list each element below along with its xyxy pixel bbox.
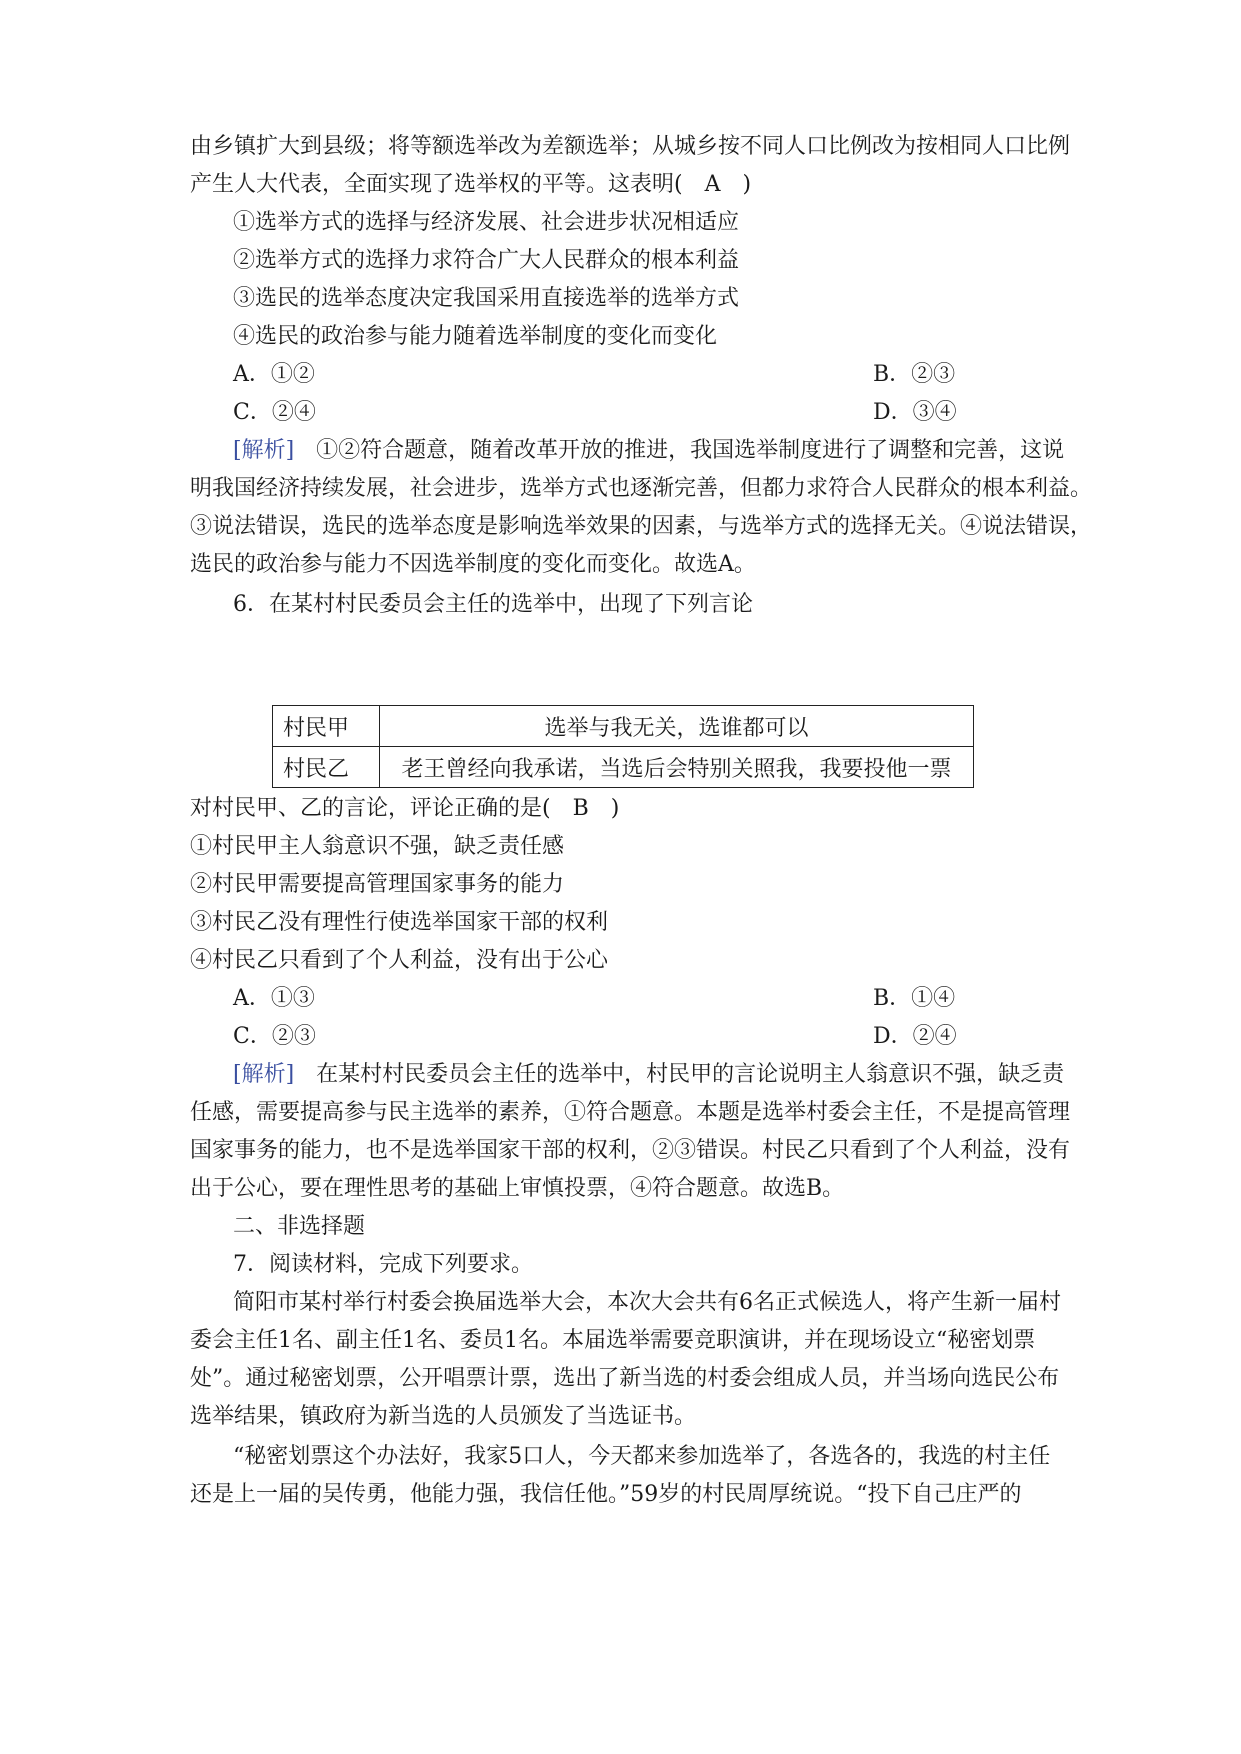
option-b: B．②③	[873, 362, 956, 387]
text-line: 产生人大代表，全面实现了选举权的平等。这表明( A )	[190, 172, 752, 197]
statement-1: ①村民甲主人翁意识不强，缺乏责任感	[190, 834, 565, 859]
analysis-text: ①②符合题意，随着改革开放的推进，我国选举制度进行了调整和完善，这说	[294, 438, 1065, 463]
material-line: 选举结果，镇政府为新当选的人员颁发了当选证书。	[190, 1404, 697, 1429]
statement-3: ③选民的选举态度决定我国采用直接选举的选举方式	[233, 286, 740, 311]
table-cell-statement: 选举与我无关，选谁都可以	[380, 706, 974, 747]
option-c: C．②④	[233, 400, 316, 425]
material-line: 还是上一届的吴传勇，他能力强，我信任他。”59岁的村民周厚统说。“投下自己庄严的	[190, 1482, 1022, 1507]
options-row	[233, 398, 1093, 428]
analysis-line: 出于公心，要在理性思考的基础上审慎投票，④符合题意。故选B。	[190, 1176, 845, 1201]
option-a: A．①③	[233, 986, 315, 1011]
statement-4: ④村民乙只看到了个人利益，没有出于公心	[190, 948, 609, 973]
analysis-line	[233, 436, 1093, 466]
statement-2: ②村民甲需要提高管理国家事务的能力	[190, 872, 565, 897]
option-b: B．①④	[873, 986, 956, 1011]
analysis-line: ③说法错误，选民的选举态度是影响选举效果的因素，与选举方式的选择无关。④说法错误，	[190, 514, 1093, 539]
analysis-line: 明我国经济持续发展，社会进步，选举方式也逐渐完善，但都力求符合人民群众的根本利益。	[190, 476, 1093, 501]
option-a: A．①②	[233, 362, 315, 387]
analysis-line: 国家事务的能力，也不是选举国家干部的权利，②③错误。村民乙只看到了个人利益，没有	[190, 1138, 1071, 1163]
options-row	[233, 360, 1093, 390]
option-d: D．③④	[873, 400, 957, 425]
table-row	[273, 747, 974, 788]
options-row	[233, 1022, 1093, 1052]
statement-4: ④选民的政治参与能力随着选举制度的变化而变化	[233, 324, 718, 349]
material-line: 委会主任1名、副主任1名、委员1名。本届选举需要竞职演讲，并在现场设立“秘密划票	[190, 1328, 1036, 1353]
analysis-tag: [解析]	[233, 438, 295, 463]
table-cell-speaker: 村民乙	[273, 747, 380, 788]
material-line: 处”。通过秘密划票，公开唱票计票，选出了新当选的村委会组成人员，并当场向选民公布	[190, 1366, 1060, 1391]
option-d: D．②④	[873, 1024, 957, 1049]
analysis-tag: [解析]	[233, 1062, 295, 1087]
analysis-line	[233, 1060, 1093, 1090]
statement-2: ②选举方式的选择力求符合广大人民群众的根本利益	[233, 248, 740, 273]
opinion-table	[272, 705, 974, 788]
analysis-line: 任感，需要提高参与民主选举的素养，①符合题意。本题是选举村委会主任，不是提高管理	[190, 1100, 1071, 1125]
table-row	[273, 706, 974, 747]
statement-1: ①选举方式的选择与经济发展、社会进步状况相适应	[233, 210, 740, 235]
text-line: 由乡镇扩大到县级；将等额选举改为差额选举；从城乡按不同人口比例改为按相同人口比例	[190, 134, 1071, 159]
question-6-question: 对村民甲、乙的言论，评论正确的是( B )	[190, 796, 620, 821]
material-line: “秘密划票这个办法好，我家5口人，今天都来参加选举了，各选各的，我选的村主任	[233, 1444, 1051, 1469]
question-7-stem: 7．阅读材料，完成下列要求。	[233, 1252, 533, 1277]
analysis-text: 在某村村民委员会主任的选举中，村民甲的言论说明主人翁意识不强，缺乏责	[294, 1062, 1065, 1087]
options-row	[233, 984, 1093, 1014]
table-cell-speaker: 村民甲	[273, 706, 380, 747]
analysis-line: 选民的政治参与能力不因选举制度的变化而变化。故选A。	[190, 552, 756, 577]
statement-3: ③村民乙没有理性行使选举国家干部的权利	[190, 910, 609, 935]
question-6-stem: 6．在某村村民委员会主任的选举中，出现了下列言论	[233, 592, 753, 617]
table-cell-statement: 老王曾经向我承诺，当选后会特别关照我，我要投他一票	[380, 747, 974, 788]
section-heading: 二、非选择题	[233, 1214, 366, 1239]
option-c: C．②③	[233, 1024, 316, 1049]
material-line: 简阳市某村举行村委会换届选举大会，本次大会共有6名正式候选人，将产生新一届村	[233, 1290, 1061, 1315]
